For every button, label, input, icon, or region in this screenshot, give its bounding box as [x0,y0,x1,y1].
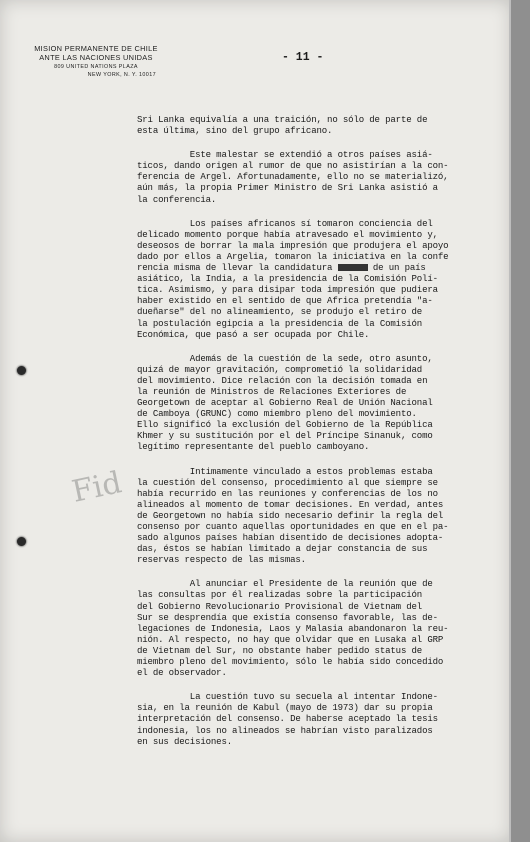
text-line [137,691,471,702]
text-line-content: esta última, sino del grupo africano. [137,125,333,137]
text-line [137,466,471,477]
text-line-content: las consultas por él realizadas sobre la participación [137,589,423,601]
text-line [137,623,471,634]
text-line [137,430,471,441]
text-line [137,441,471,452]
text-line [137,499,471,510]
text-line [137,612,471,623]
text-line-content: interpretación del consenso. De haberse aceptado la tesis [137,713,438,725]
text-line [137,408,471,419]
margin-mark: Fid [68,465,125,510]
text-line [137,329,471,340]
text-line-content: La cuestión tuvo su secuela al intentar Indone- [137,691,438,703]
text-line [137,532,471,543]
text-line [137,160,471,171]
text-line-content: legaciones de Indonesia, Laos y Malasia abandonaron la reu- [137,622,449,634]
paragraph [137,578,471,678]
document-body [137,114,471,760]
text-line [137,725,471,736]
text-line [137,353,471,364]
text-line-content: Intimamente vinculado a estos problemas estaba [137,465,433,477]
text-line [137,713,471,724]
text-line-content: Khmer y su sustitución por el del Príncipe Sinanuk, como [137,430,433,442]
text-line [137,375,471,386]
paragraph [137,691,471,746]
text-line-content: en sus decisiones. [137,735,233,747]
text-line [137,736,471,747]
text-line-content: indonesia, los no alineados se habrían visto paralizados [137,724,433,736]
text-line [137,601,471,612]
text-line-content: haber existido en el sentido de que Africa pretendía "a- [137,295,433,307]
text-line [137,240,471,251]
text-line-content: Sur se desprendía que existía consenso favorable, las de- [137,611,438,623]
text-line-content: aún más, la propia Primer Ministro de Sri Lanka asistió a [137,182,438,194]
text-line-content: Georgetown de aceptar al Gobierno Real de Unión Nacional [137,397,433,409]
text-line [137,521,471,532]
text-line [137,554,471,565]
text-line [137,295,471,306]
text-line-content: Los países africanos sí tomaron conciencia del [137,217,433,229]
text-line-content: tica. Asimismo, y para disipar toda impresión que pudiera [137,284,438,296]
text-line [137,578,471,589]
text-line-content: das, éstos se habían limitado a dejar constancia de sus [137,543,428,555]
text-line [137,419,471,430]
text-line-content: Ello significó la exclusión del Gobierno de la República [137,419,433,431]
text-line [137,364,471,375]
text-line-content: deseosos de borrar la mala impresión que produjera el apoyo [137,239,449,251]
text-line-content: sia, en la reunión de Kabul (mayo de 1973) dar su propia [137,702,433,714]
paragraph [137,466,471,566]
text-line-content: nión. Al respecto, no hay que olvidar que en Lusaka al GRP [137,633,444,645]
text-line [137,306,471,317]
text-line-content: ticos, dando origen al rumor de que no asistirían a la con- [137,160,449,172]
redaction-mark [338,264,368,271]
text-line-content: Este malestar se extendió a otros países asiá- [137,149,433,161]
page-number: - 11 - [282,51,324,64]
text-line-content: sado algunos países habían disentido de decisiones adopta- [137,532,444,544]
paragraph [137,114,471,136]
text-line [137,634,471,645]
text-line-tail: de un país [367,262,426,274]
text-line-content: el de observador. [137,667,227,679]
text-line [137,125,471,136]
text-line-content: del Gobierno Revolucionario Provisional de Vietnam del [137,600,423,612]
text-line [137,182,471,193]
text-line [137,262,471,273]
text-line [137,218,471,229]
letterhead [30,44,162,79]
punch-hole-icon [17,366,26,375]
paragraph [137,353,471,453]
text-line-content: Económica, que pasó a ser ocupada por Chile. [137,328,370,340]
letterhead-city: NEW YORK, N. Y. 10017 [87,72,156,78]
text-line [137,114,471,125]
text-line [137,273,471,284]
text-line [137,589,471,600]
text-line [137,645,471,656]
text-line [137,488,471,499]
text-line [137,656,471,667]
text-line-content: delicado momento porque había atravesado el movimiento y, [137,228,438,240]
text-line-content: quizá de mayor gravitación, comprometió la solidaridad [137,363,423,375]
text-line [137,543,471,554]
text-line [137,510,471,521]
text-line-content: la reunión de Ministros de Relaciones Exteriores de [137,385,407,397]
text-line-content: legítimo representante del pueblo camboyano. [137,441,370,453]
text-line-content: de Vietnam del Sur, no obstante haber pedido status de [137,644,423,656]
text-line [137,667,471,678]
text-line-content: de Georgetown no había sido necesario definir la regla del [137,509,444,521]
text-line [137,229,471,240]
text-line-content: rencia misma de llevar la candidatura [137,262,338,274]
text-line-content: miembro pleno del movimiento, sólo le había sido concedido [137,656,444,668]
text-line-content: la conferencia. [137,193,217,205]
letterhead-address: 809 UNITED NATIONS PLAZA [54,64,138,70]
text-line [137,149,471,160]
letterhead-line-2: ANTE LAS NACIONES UNIDAS [39,53,153,62]
text-line [137,318,471,329]
text-line-content: alineados al momento de tomar decisiones. En verdad, antes [137,498,444,510]
text-line [137,702,471,713]
text-line [137,251,471,262]
text-line [137,477,471,488]
text-line-content: asiático, la India, a la presidencia de la Comisión Polí- [137,273,438,285]
text-line-content: la cuestión del consenso, procedimiento al que siempre se [137,476,438,488]
text-line-content: reservas respecto de las mismas. [137,554,306,566]
paragraph [137,218,471,340]
text-line-content: del movimiento. Dice relación con la decisión tomada en [137,374,428,386]
text-line-content: Además de la cuestión de la sede, otro asunto, [137,352,433,364]
text-line [137,386,471,397]
text-line [137,171,471,182]
text-line-content: la postulación egipcia a la presidencia de la Comisión [137,317,423,329]
text-line-content: de Camboya (GRUNC) como miembro pleno del movimiento. [137,408,417,420]
text-line-content: había recurrido en las reuniones y conferencias de los no [137,487,438,499]
text-line-content: ferencia de Argel. Afortunadamente, ello no se materializó, [137,171,449,183]
text-line [137,284,471,295]
text-line-content: consenso por cuanto aquellas oportunidades en que en el pa- [137,521,449,532]
text-line-content: dado por ellos a Argelia, tomaron la iniciativa en la confe [137,250,449,262]
text-line-content: Sri Lanka equivalía a una traición, no sólo de parte de [137,114,428,125]
letterhead-line-1: MISION PERMANENTE DE CHILE [34,44,158,53]
text-line-content: Al anunciar el Presidente de la reunión que de [137,578,433,590]
text-line-content: dueñarse" del no alineamiento, se produjo el retiro de [137,306,423,318]
punch-hole-icon [17,537,26,546]
text-line [137,397,471,408]
paragraph [137,149,471,204]
text-line [137,194,471,205]
